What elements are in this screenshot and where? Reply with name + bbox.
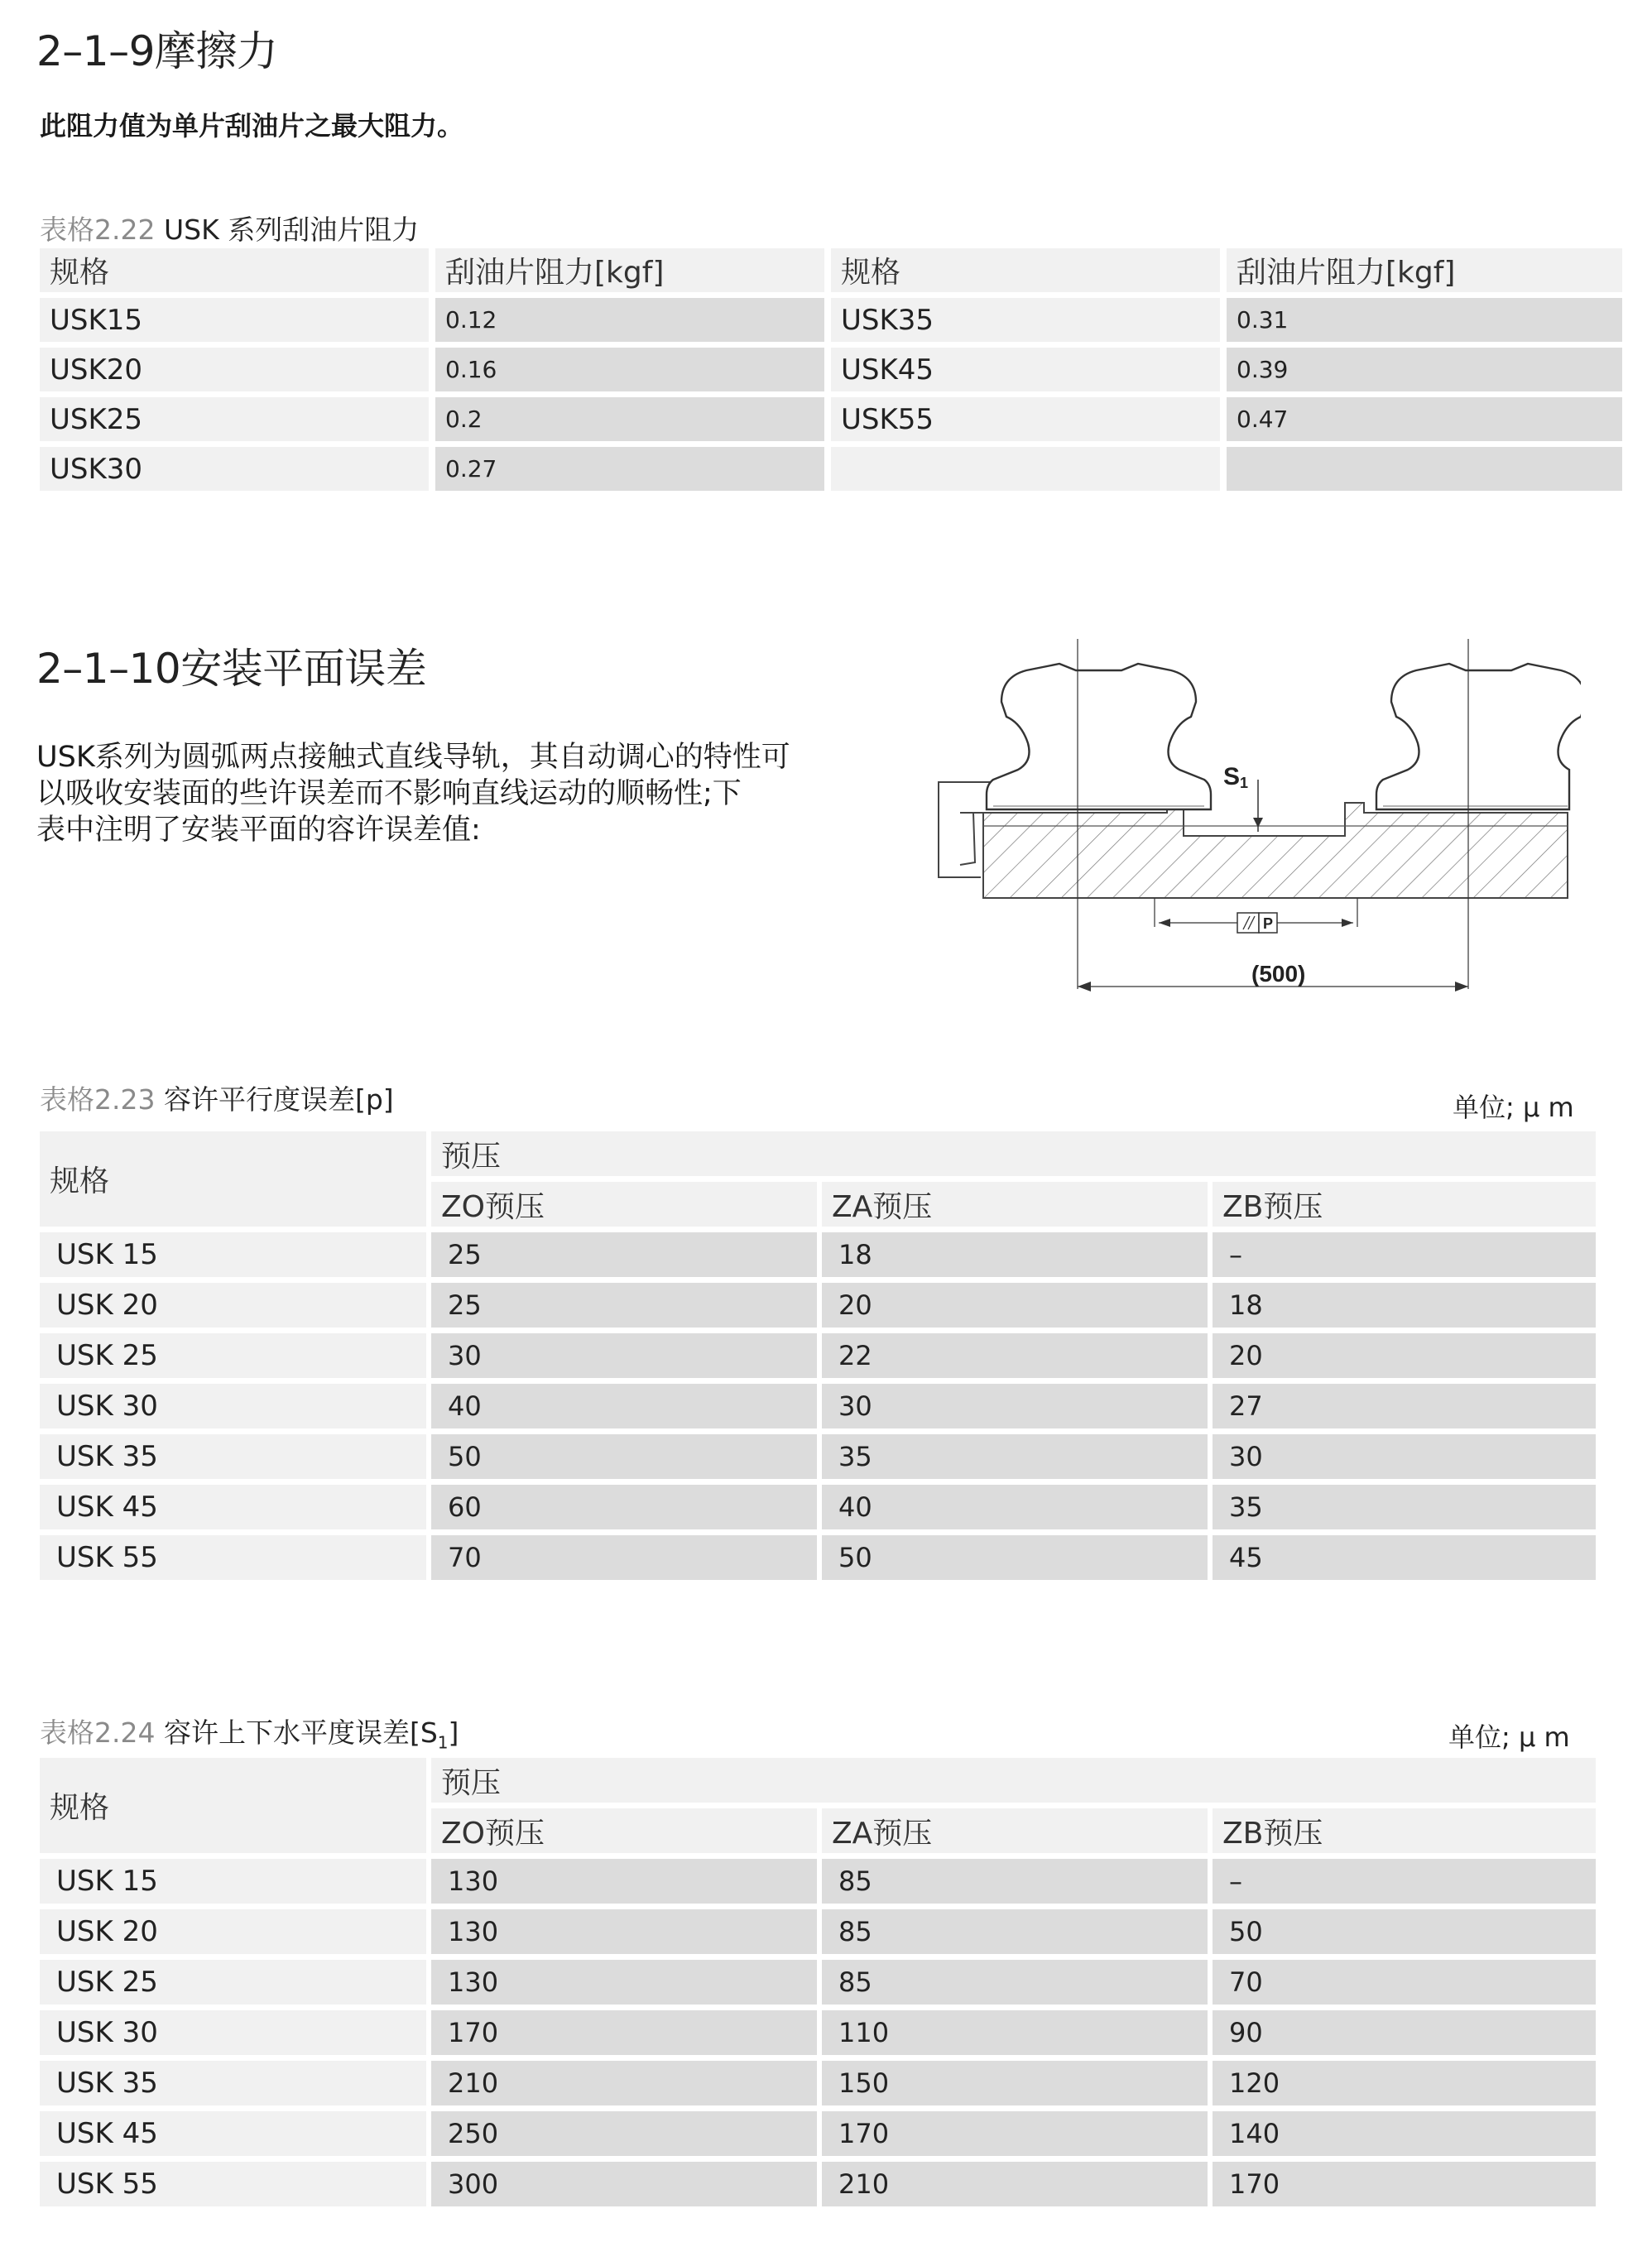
spec-cell: USK25 — [40, 397, 429, 441]
value-cell: 85 — [822, 1960, 1208, 2005]
value-cell: 210 — [822, 2162, 1208, 2206]
table-row — [40, 348, 1622, 391]
spec-cell: USK 30 — [40, 1384, 426, 1428]
value-cell: 25 — [431, 1232, 817, 1277]
value-cell: – — [1213, 1232, 1596, 1277]
table-row — [40, 2010, 1596, 2055]
table-2-24-caption — [40, 1712, 459, 1753]
header-cell: 规格 — [831, 248, 1220, 292]
paragraph-line: USK系列为圆弧两点接触式直线导轨，其自动调心的特性可 — [36, 741, 790, 774]
table-row — [40, 1485, 1596, 1529]
subheader-cell: ZA预压 — [822, 1808, 1208, 1853]
spec-cell: USK55 — [831, 397, 1220, 441]
value-cell: 110 — [822, 2010, 1208, 2055]
value-cell — [1227, 447, 1622, 491]
value-cell: 35 — [822, 1434, 1208, 1479]
parallelism-error-table — [40, 1126, 1596, 1586]
value-cell: 50 — [1213, 1909, 1596, 1954]
header-cell: 刮油片阻力[kgf] — [435, 248, 824, 292]
value-cell: 130 — [431, 1960, 817, 2005]
value-cell: 30 — [431, 1333, 817, 1378]
table-row — [40, 2111, 1596, 2156]
value-cell: 85 — [822, 1859, 1208, 1904]
spec-cell: USK 45 — [40, 1485, 426, 1529]
value-cell: 0.31 — [1227, 298, 1622, 342]
table-2-23-unit: 单位; μ m — [1453, 1092, 1574, 1123]
table-row — [40, 1960, 1596, 2005]
caption-subscript: 1 — [437, 1732, 449, 1753]
value-cell: 130 — [431, 1909, 817, 1954]
table-row — [40, 1909, 1596, 1954]
value-cell: 0.16 — [435, 348, 824, 391]
caption-prefix: 表格2.22 — [40, 214, 156, 246]
value-cell: 18 — [1213, 1283, 1596, 1328]
spec-cell: USK 20 — [40, 1909, 426, 1954]
value-cell: 85 — [822, 1909, 1208, 1954]
value-cell: 0.39 — [1227, 348, 1622, 391]
value-cell: 40 — [431, 1384, 817, 1428]
value-cell: 30 — [1213, 1434, 1596, 1479]
subheader-cell: ZO预压 — [431, 1182, 817, 1227]
value-cell: 0.2 — [435, 397, 824, 441]
table-row — [40, 397, 1622, 441]
value-cell: 130 — [431, 1859, 817, 1904]
subheader-cell: ZB预压 — [1213, 1808, 1596, 1853]
table-row — [40, 2162, 1596, 2206]
value-cell: 60 — [431, 1485, 817, 1529]
value-cell: 250 — [431, 2111, 817, 2156]
value-cell: 50 — [431, 1434, 817, 1479]
preload-header: 预压 — [431, 1758, 1596, 1803]
table-2-22-caption — [40, 209, 419, 247]
value-cell: 70 — [1213, 1960, 1596, 2005]
value-cell: 0.12 — [435, 298, 824, 342]
value-cell: 45 — [1213, 1535, 1596, 1580]
value-cell: 170 — [822, 2111, 1208, 2156]
table-row — [40, 1232, 1596, 1277]
paragraph-line: 表中注明了安装平面的容许误差值: — [36, 814, 481, 847]
value-cell: 150 — [822, 2061, 1208, 2105]
scraper-resistance-table — [40, 242, 1622, 497]
preload-header: 预压 — [431, 1131, 1596, 1176]
spec-cell: USK45 — [831, 348, 1220, 391]
mounting-error-paragraph — [36, 739, 790, 848]
spec-cell: USK15 — [40, 298, 429, 342]
value-cell: 0.47 — [1227, 397, 1622, 441]
label-p: P — [1263, 915, 1274, 932]
value-cell: 300 — [431, 2162, 817, 2206]
subheader-cell: ZB预压 — [1213, 1182, 1596, 1227]
value-cell: 170 — [1213, 2162, 1596, 2206]
spec-cell — [831, 447, 1220, 491]
value-cell: 20 — [822, 1283, 1208, 1328]
value-cell: 170 — [431, 2010, 817, 2055]
section-heading-mounting-error: 2–1–10安装平面误差 — [36, 645, 427, 693]
header-cell: 规格 — [40, 248, 429, 292]
value-cell: 22 — [822, 1333, 1208, 1378]
spec-cell: USK 20 — [40, 1283, 426, 1328]
spec-cell: USK 35 — [40, 2061, 426, 2105]
value-cell: 20 — [1213, 1333, 1596, 1378]
caption-text: 容许平行度误差[p] — [155, 1083, 394, 1116]
subheader-cell: ZO预压 — [431, 1808, 817, 1853]
label-s1: S1 — [1223, 763, 1249, 791]
caption-prefix: 表格2.24 — [40, 1716, 156, 1749]
value-cell: 70 — [431, 1535, 817, 1580]
spec-cell: USK 15 — [40, 1859, 426, 1904]
value-cell: 0.27 — [435, 447, 824, 491]
spec-cell: USK35 — [831, 298, 1220, 342]
spec-cell: USK 55 — [40, 1535, 426, 1580]
spec-cell: USK 55 — [40, 2162, 426, 2206]
value-cell: 18 — [822, 1232, 1208, 1277]
mounting-error-diagram — [935, 637, 1581, 1018]
caption-text: 容许上下水平度误差[S — [155, 1716, 438, 1749]
subheader-cell: ZA预压 — [822, 1182, 1208, 1227]
table-row — [40, 1283, 1596, 1328]
value-cell: 210 — [431, 2061, 817, 2105]
table-row — [40, 1384, 1596, 1428]
value-cell: 40 — [822, 1485, 1208, 1529]
spec-cell: USK20 — [40, 348, 429, 391]
caption-prefix: 表格2.23 — [40, 1083, 156, 1116]
spec-cell: USK 25 — [40, 1333, 426, 1378]
spec-cell: USK 25 — [40, 1960, 426, 2005]
label-500: (500) — [1251, 961, 1306, 987]
table-2-24-unit: 单位; μ m — [1448, 1721, 1570, 1753]
table-row — [40, 1859, 1596, 1904]
level-error-table — [40, 1752, 1596, 2212]
table-row — [40, 2061, 1596, 2105]
caption-end: ] — [448, 1716, 459, 1749]
caption-text: USK 系列刮油片阻力 — [155, 214, 420, 246]
table-header-row — [40, 1758, 1596, 1803]
table-row — [40, 1535, 1596, 1580]
header-cell: 刮油片阻力[kgf] — [1227, 248, 1622, 292]
value-cell: 140 — [1213, 2111, 1596, 2156]
table-row — [40, 447, 1622, 491]
value-cell: 35 — [1213, 1485, 1596, 1529]
table-row — [40, 298, 1622, 342]
spec-cell: USK30 — [40, 447, 429, 491]
spec-header: 规格 — [40, 1758, 426, 1853]
value-cell: 25 — [431, 1283, 817, 1328]
section-heading-friction: 2–1–9摩擦力 — [36, 27, 278, 75]
value-cell: – — [1213, 1859, 1596, 1904]
table-header-row — [40, 1131, 1596, 1176]
table-row — [40, 1333, 1596, 1378]
paragraph-line: 以吸收安装面的些许误差而不影响直线运动的顺畅性;下 — [36, 777, 742, 810]
value-cell: 90 — [1213, 2010, 1596, 2055]
spec-cell: USK 30 — [40, 2010, 426, 2055]
table-2-23-caption — [40, 1078, 394, 1117]
spec-cell: USK 35 — [40, 1434, 426, 1479]
value-cell: 50 — [822, 1535, 1208, 1580]
spec-cell: USK 15 — [40, 1232, 426, 1277]
table-header-row — [40, 248, 1622, 292]
value-cell: 27 — [1213, 1384, 1596, 1428]
spec-cell: USK 45 — [40, 2111, 426, 2156]
spec-header: 规格 — [40, 1131, 426, 1227]
friction-note: 此阻力值为单片刮油片之最大阻力。 — [40, 110, 464, 142]
value-cell: 30 — [822, 1384, 1208, 1428]
table-row — [40, 1434, 1596, 1479]
value-cell: 120 — [1213, 2061, 1596, 2105]
